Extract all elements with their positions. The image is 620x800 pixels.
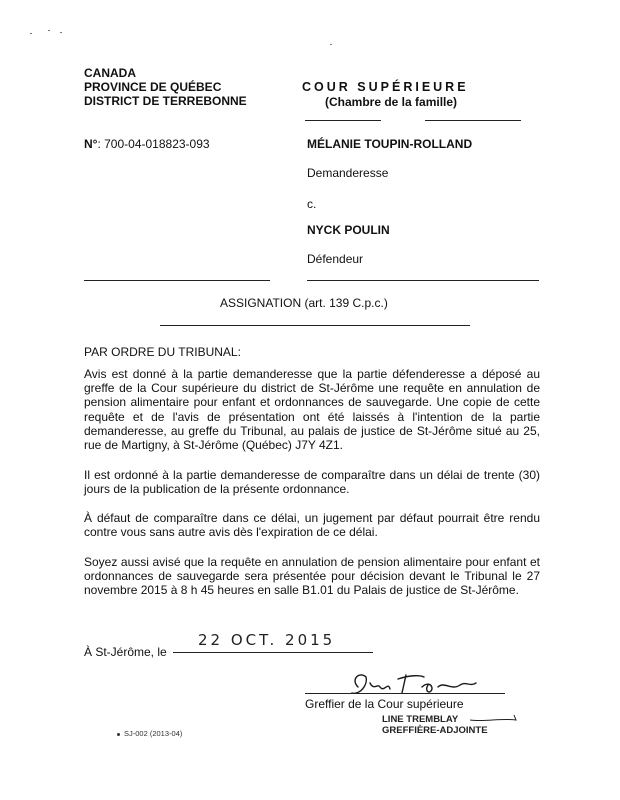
defendant-role: Défendeur <box>307 252 364 266</box>
header-rule-left <box>305 120 381 121</box>
stamp-name: LINE TREMBLAY <box>382 714 459 725</box>
jurisdiction-province: PROVINCE DE QUÉBEC <box>84 80 222 94</box>
scan-speck <box>60 32 62 33</box>
court-chamber: (Chambre de la famille) <box>325 95 458 109</box>
case-number <box>84 137 210 151</box>
title-rule <box>160 325 470 326</box>
plaintiff-role: Demanderesse <box>307 166 389 180</box>
stamp-title: GREFFIÈRE-ADJOINTE <box>382 725 488 736</box>
versus-label: c. <box>307 197 317 211</box>
handwritten-date: 22 OCT. 2015 <box>198 631 336 649</box>
scan-speck <box>330 44 332 45</box>
case-number-label: N° <box>84 137 98 151</box>
jurisdiction-country: CANADA <box>84 66 136 80</box>
hearing-paragraph: Soyez aussi avisé que la requête en annulation de pension alimentaire pour enfant et ordonnances de sauvegarde sera présentée pour décision devant le Tribunal le 27 novembre 2015 à 8 h 45 heures en salle B1.01 du Palais de justice de St-Jérôme. <box>84 555 540 598</box>
form-code: SJ-002 (2013-04) <box>124 729 183 738</box>
parties-rule-right <box>307 280 539 281</box>
parties-rule-left <box>84 280 270 281</box>
signature-scribble <box>340 665 480 701</box>
stamp-flourish <box>470 712 520 726</box>
greffier-title: Greffier de la Cour supérieure <box>305 697 464 711</box>
court-name: COUR SUPÉRIEURE <box>302 80 469 94</box>
date-rule <box>173 652 373 653</box>
scan-speck <box>48 30 50 31</box>
jurisdiction-block <box>84 66 247 108</box>
place-label: À St-Jérôme, le <box>84 645 167 659</box>
signature-rule <box>305 693 505 694</box>
defendant-name: NYCK POULIN <box>307 223 390 237</box>
case-number-value: : 700-04-018823-093 <box>97 137 210 151</box>
plaintiff-name: MÉLANIE TOUPIN-ROLLAND <box>307 137 473 151</box>
order-paragraph: Il est ordonné à la partie demanderesse de comparaître dans un délai de trente (30) jours de la publication de la présente ordonnance. <box>84 468 540 497</box>
header-rule-right <box>425 120 521 121</box>
scan-speck <box>30 33 32 34</box>
footer-bullet <box>117 733 120 736</box>
document-title: ASSIGNATION (art. 139 C.p.c.) <box>220 296 388 310</box>
default-judgment-paragraph: À défaut de comparaître dans ce délai, un jugement par défaut pourrait être rendu contre vous sans autre avis dès l'expiration de ce délai. <box>84 511 540 540</box>
jurisdiction-district: DISTRICT DE TERREBONNE <box>84 94 247 108</box>
notice-paragraph: Avis est donné à la partie demanderesse que la partie défenderesse a déposé au greffe de la Cour supérieure du district de St-Jérôme une requête en annulation de pension alimentaire pour enfant et ordonnances de sauvegarde. Une copie de cette requête et de l'avis de présentation ont été laissés à l'intention de la partie demanderesse, au greffe du Tribunal, au palais de justice de St-Jérôme situé au 25, rue de Martigny, à St-Jérôme (Québec) J7Y 4Z1. <box>84 367 540 453</box>
order-heading: PAR ORDRE DU TRIBUNAL: <box>84 345 241 359</box>
